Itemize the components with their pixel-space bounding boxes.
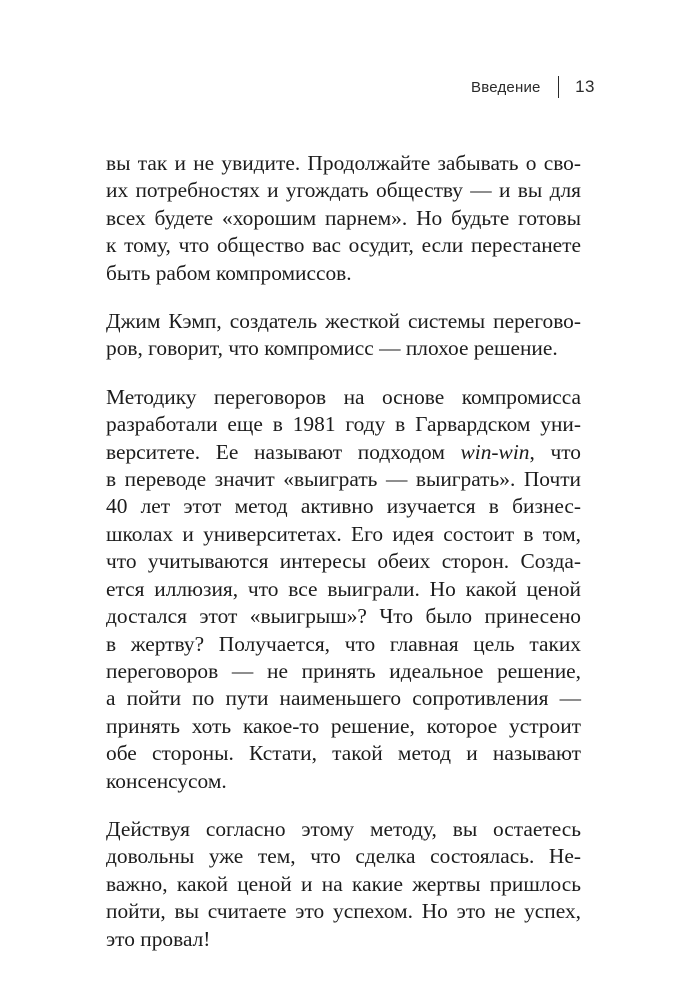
body-text bbox=[106, 150, 581, 974]
text-line: всех будете «хорошим парнем». Но будьте готовы bbox=[106, 205, 581, 230]
text-line-with-italic bbox=[106, 439, 581, 466]
paragraph-2 bbox=[106, 308, 581, 363]
text-line: быть рабом компромиссов. bbox=[106, 260, 352, 285]
italic-term: win-win bbox=[460, 439, 530, 464]
text-line: в переводе значит «выиграть — выиграть». Почти bbox=[106, 467, 581, 492]
text-line: переговоров — не принять идеальное решение, bbox=[106, 658, 581, 683]
text-line: это провал! bbox=[106, 926, 211, 951]
text-line: достался этот «выигрыш»? Что было принесено bbox=[106, 604, 581, 629]
text-line: ется иллюзия, что все выиграли. Но какой ценой bbox=[106, 576, 581, 601]
header-divider bbox=[558, 76, 560, 98]
text-line: разработали еще в 1981 году в Гарвардском уни- bbox=[106, 412, 581, 437]
section-title: Введение bbox=[471, 78, 541, 96]
text-line: важно, какой ценой и на какие жертвы пришлось bbox=[106, 871, 581, 896]
text-segment: верситете. Ее называют подходом bbox=[106, 439, 461, 464]
text-line: вы так и не увидите. Продолжайте забывать о сво- bbox=[106, 151, 581, 175]
page-number: 13 bbox=[575, 77, 595, 96]
text-line: школах и университетах. Его идея состоит в том, bbox=[106, 521, 581, 546]
paragraph-1 bbox=[106, 150, 581, 287]
running-head bbox=[471, 74, 595, 100]
text-line: в жертву? Получается, что главная цель таких bbox=[106, 631, 581, 656]
text-line: 40 лет этот метод активно изучается в бизнес- bbox=[106, 494, 581, 519]
text-line: пойти, вы считаете это успехом. Но это не успех, bbox=[106, 899, 581, 924]
text-line: принять хоть какое-то решение, которое устроит bbox=[106, 713, 581, 738]
text-line: что учитываются интересы обеих сторон. Созда- bbox=[106, 549, 581, 574]
text-line: ров, говорит, что компромисс — плохое решение. bbox=[106, 336, 558, 361]
paragraph-4 bbox=[106, 816, 581, 953]
text-line: к тому, что общество вас осудит, если перестанете bbox=[106, 233, 581, 258]
text-line: их потребностях и угождать обществу — и вы для bbox=[106, 178, 581, 203]
text-line: Методику переговоров на основе компромисса bbox=[106, 384, 581, 409]
text-line: Джим Кэмп, создатель жесткой системы перегово- bbox=[106, 309, 581, 334]
text-segment: , что bbox=[529, 439, 581, 464]
text-line: обе стороны. Кстати, такой метод и называют bbox=[106, 741, 581, 766]
text-line: консенсусом. bbox=[106, 768, 227, 793]
text-line: а пойти по пути наименьшего сопротивления — bbox=[106, 686, 581, 711]
text-line: довольны уже тем, что сделка состоялась. Не- bbox=[106, 844, 581, 869]
paragraph-3 bbox=[106, 384, 581, 795]
text-line: Действуя согласно этому методу, вы остаетесь bbox=[106, 816, 581, 841]
